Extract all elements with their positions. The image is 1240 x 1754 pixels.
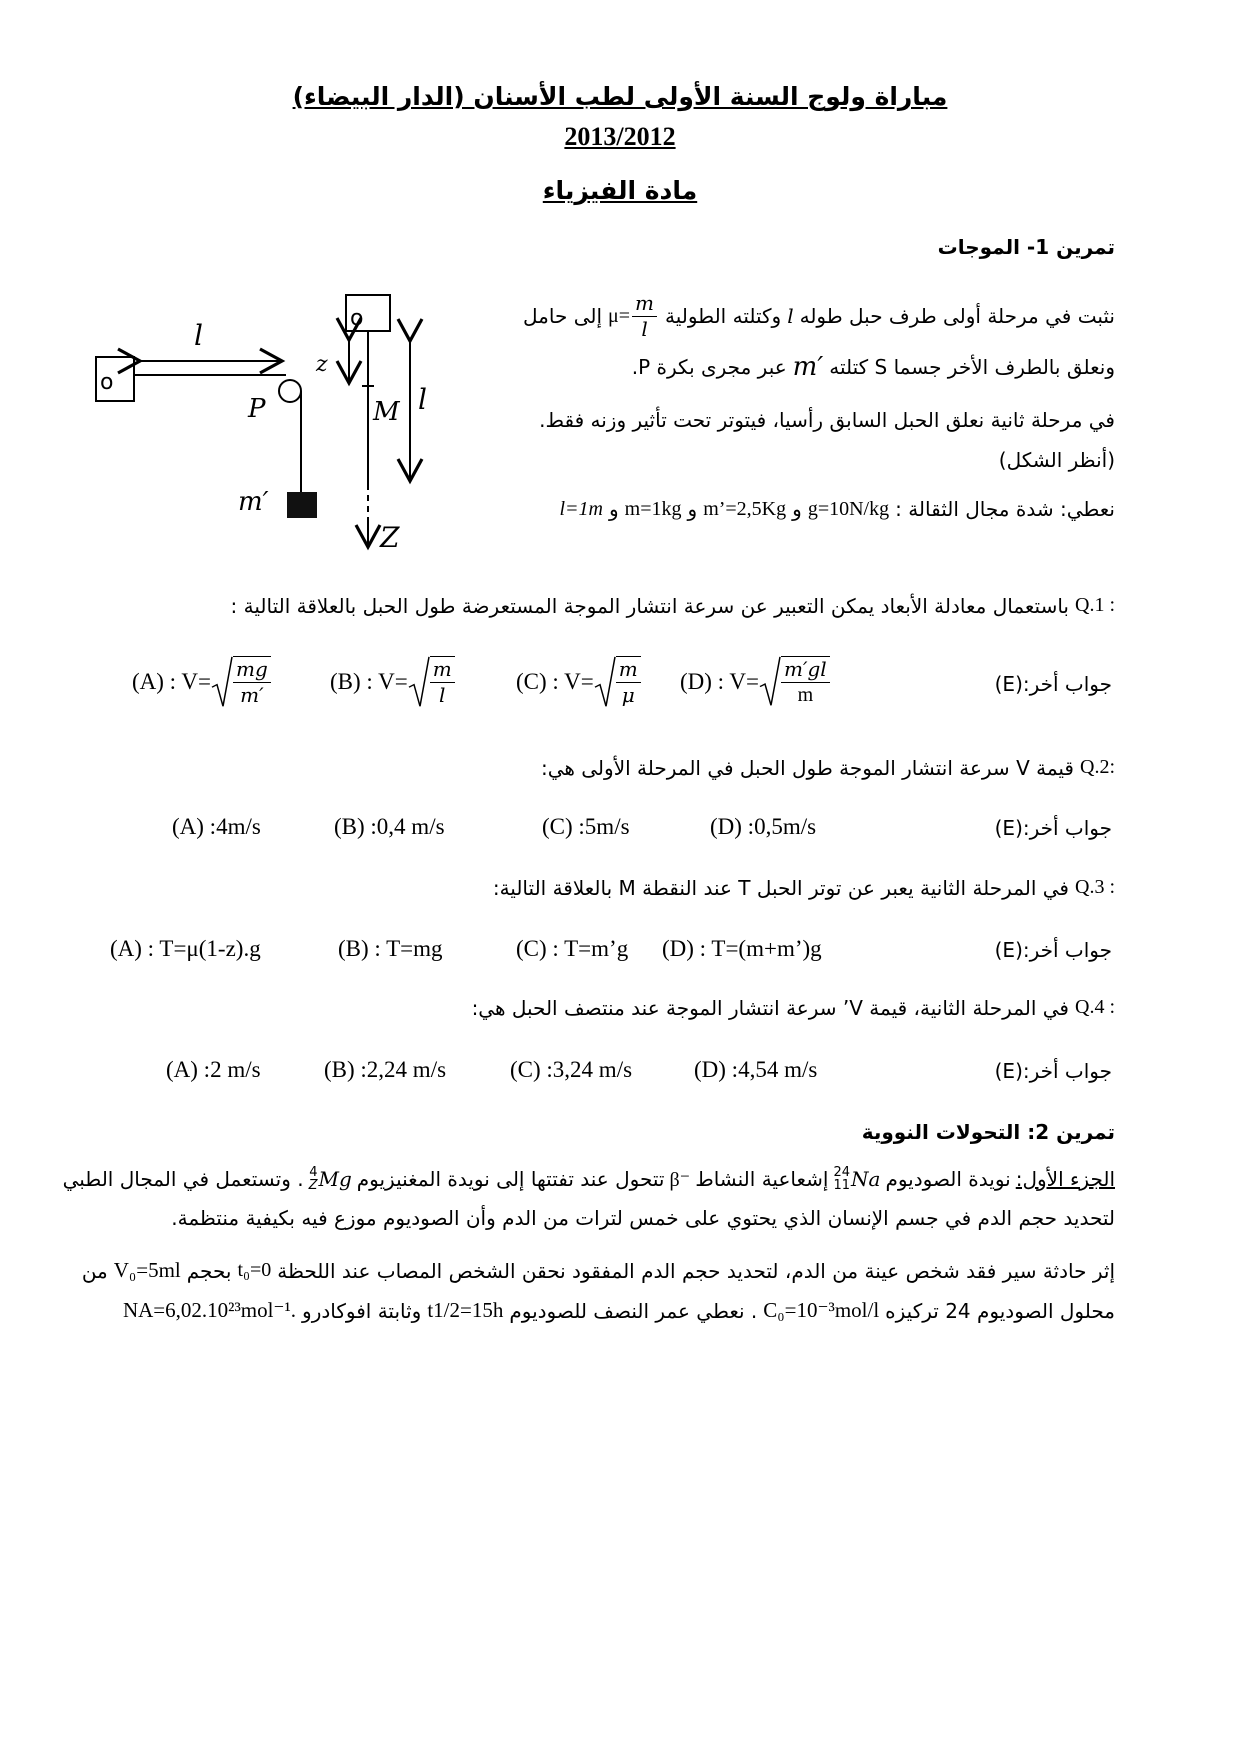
frac-den-l: l (641, 316, 648, 341)
ex1-given-values (560, 497, 1116, 521)
avogadro-value: NA=6,02.10²³mol⁻¹. (122, 1298, 297, 1322)
q2-options (120, 814, 1120, 874)
ex1-line1-text-c: إلى حامل (523, 304, 603, 328)
mg-symbol: Mg (318, 1167, 352, 1191)
ex1-line-2 (632, 352, 1115, 382)
q1-a-num: mg (235, 657, 268, 681)
q4-label: Q.4 : (1075, 996, 1115, 1018)
ex2-p3-text-c: من (81, 1258, 108, 1283)
given-m-prime: m’=2,5Kg (703, 497, 787, 520)
sodium-nuclide (833, 1166, 880, 1192)
q1-option-b[interactable] (330, 656, 455, 708)
ex2-paragraph-1 (63, 1166, 1115, 1192)
q1-label: Q.1 : (1075, 594, 1115, 616)
q1-text: باستعمال معادلة الأبعاد يمكن التعبير عن سرعة انتشار الموجة المستعرضة طول الحبل بالعلاقة التالية : (230, 594, 1069, 618)
right-box-label: o (350, 306, 364, 331)
q1-c-den: μ (621, 683, 635, 707)
mg-mass-number: 4 (309, 1165, 318, 1180)
z-axis-label: Z (380, 521, 400, 554)
ex2-p4-text-b: . نعطي عمر النصف للصوديوم (509, 1298, 758, 1323)
q2-label: Q.2: (1080, 756, 1115, 778)
ex1-line-3: في مرحلة ثانية نعلق الحبل السابق رأسيا، فيتوتر تحت تأثير وزنه فقط. (539, 408, 1115, 432)
ex1-line-1 (523, 290, 1115, 341)
linear-density-formula (608, 291, 659, 342)
question-4 (472, 996, 1115, 1020)
q2-option-b[interactable]: (B) :0,4 m/s (334, 814, 445, 839)
question-3 (493, 876, 1115, 900)
q1-a-den: m′ (240, 683, 264, 707)
question-2 (541, 756, 1115, 780)
question-1 (231, 594, 1115, 618)
q4-option-d[interactable]: (D) :4,54 m/s (694, 1057, 818, 1082)
q2-option-d[interactable]: (D) :0,5m/s (710, 814, 817, 839)
q1-option-d-label: (D) : V= (680, 668, 759, 694)
ex2-p1-text-c: تتحول عند تفتتها إلى نويدة المغنيزيوم (356, 1167, 665, 1191)
q3-text: في المرحلة الثانية يعبر عن توتر الحبل T عند النقطة M بالعلاقة التالية: (492, 876, 1069, 900)
q1-option-b-label: (B) : V= (330, 669, 408, 694)
frac-num-m: m (635, 290, 654, 315)
q4-option-c[interactable]: (C) :3,24 m/s (510, 1057, 633, 1082)
na-symbol: Na (851, 1167, 881, 1191)
q1-c-sqrt (594, 656, 641, 708)
q2-option-e[interactable]: جواب أخر:(E) (994, 816, 1112, 840)
ex1-line-4: (أنظر الشكل) (998, 448, 1115, 472)
given-prefix: نعطي: شدة مجال الثقالة : (895, 497, 1115, 521)
and-2: و (687, 497, 698, 521)
part-one-label: الجزء الأول: (1015, 1167, 1115, 1191)
q1-a-sqrt (211, 656, 271, 708)
q1-c-num: m (618, 657, 638, 681)
q1-option-d[interactable] (680, 656, 830, 707)
na-atomic-number: 11 (833, 1178, 850, 1193)
q1-d-sqrt (759, 656, 830, 707)
ex1-line1-text-b: وكتلته الطولية (665, 304, 782, 328)
symbol-m-prime: m′ (792, 352, 824, 382)
half-life-value: t1/2=15h (427, 1298, 504, 1322)
m-over-l-fraction (632, 291, 657, 342)
q1-option-a-label: (A) : V= (132, 669, 211, 694)
q4-option-e[interactable]: جواب أخر:(E) (994, 1059, 1112, 1083)
ex1-line2-text-b: عبر مجرى بكرة P. (631, 355, 787, 379)
ex1-line1-text-a: نثبت في مرحلة أولى طرف حبل طوله (799, 304, 1115, 328)
q2-option-c[interactable]: (C) :5m/s (542, 814, 630, 839)
vertical-length-label: l (418, 383, 427, 416)
q1-b-sqrt (408, 656, 455, 708)
given-m: m=1kg (624, 497, 682, 520)
ex2-p3-text-a: إثر حادثة سير فقد شخص عينة من الدم، لتحديد حجم الدم المفقود نحقن الشخص المصاب عند اللحظة (277, 1258, 1115, 1283)
t0-value: t₀=0 (237, 1259, 272, 1281)
pulley-label: P (248, 394, 266, 424)
subject-title: مادة الفيزياء (542, 176, 698, 205)
c0-value: C₀=10⁻³mol/l (763, 1298, 880, 1322)
and-3: و (609, 497, 619, 521)
q4-option-a[interactable]: (A) :2 m/s (166, 1057, 261, 1082)
exercise-1-title: تمرين 1- الموجات (937, 235, 1115, 259)
string-figure (90, 285, 530, 570)
ex1-line2-text-a: ونعلق بالطرف الأخر جسما S كتلته (829, 355, 1115, 379)
point-m-label: M (373, 397, 400, 427)
given-g: g=10N/kg (807, 497, 890, 520)
exercise-2-title: تمرين 2: التحولات النووية (861, 1120, 1115, 1144)
and-1: و (792, 497, 802, 521)
exam-year: 2013/2012 (564, 122, 676, 151)
q4-option-b[interactable]: (B) :2,24 m/s (324, 1057, 447, 1082)
q3-option-c[interactable]: (C) : T=m’g (516, 936, 629, 961)
hanging-mass (287, 492, 317, 518)
q3-option-a[interactable]: (A) : T=μ(1-z).g (110, 936, 261, 961)
pulley (279, 380, 301, 402)
ex2-p1-text-a: نويدة الصوديوم (885, 1167, 1011, 1191)
q1-option-e[interactable]: جواب أخر:(E) (994, 672, 1112, 696)
q3-option-b[interactable]: (B) : T=mg (338, 936, 443, 961)
q3-label: Q.3 : (1075, 876, 1115, 898)
ex2-p1-text-d: . وتستعمل في المجال الطبي (62, 1167, 304, 1191)
beta-minus: β⁻ (669, 1168, 691, 1191)
exam-title: مباراة ولوج السنة الأولى لطب الأسنان (الدار البيضاء) (292, 82, 948, 111)
v0-value: V₀=5ml (113, 1258, 181, 1282)
ex2-p4-text-c: وثابتة افوكادرو (302, 1298, 422, 1323)
q1-b-num: m (432, 657, 452, 681)
q1-options (120, 656, 1120, 716)
q1-d-den: m (797, 684, 814, 706)
mg-atomic-number: Z (308, 1178, 318, 1193)
q1-option-c-label: (C) : V= (516, 669, 594, 694)
mu-equals: μ= (608, 304, 631, 327)
q3-option-e[interactable]: جواب أخر:(E) (994, 938, 1112, 962)
hanging-mass-label: m′ (238, 487, 269, 517)
q2-text: قيمة V سرعة انتشار الموجة طول الحبل في المرحلة الأولى هي: (540, 756, 1074, 780)
ex2-paragraph-2: لتحديد حجم الدم في جسم الإنسان الذي يحتوي على خمس لترات من الدم وأن الصوديوم موزع فيه بكيفية منتظمة. (171, 1206, 1115, 1230)
q1-option-a[interactable] (132, 656, 271, 708)
na-mass-number: 24 (833, 1165, 850, 1180)
q1-option-c[interactable] (516, 656, 641, 708)
depth-z-label: z (316, 352, 328, 377)
q4-text: في المرحلة الثانية، قيمة V’ سرعة انتشار الموجة عند منتصف الحبل هي: (471, 996, 1069, 1020)
q3-option-d[interactable]: (D) : T=(m+m’)g (662, 936, 822, 961)
q2-option-a[interactable]: (A) :4m/s (172, 814, 261, 839)
ex2-p4-text-a: محلول الصوديوم 24 تركيزه (885, 1298, 1115, 1323)
ex2-paragraph-3 (82, 1258, 1115, 1283)
q4-options (120, 1057, 1120, 1117)
ex2-p3-text-b: بحجم (186, 1258, 232, 1283)
left-box-label: o (100, 370, 114, 395)
q1-b-den: l (439, 683, 446, 707)
given-l: l=1m (559, 497, 603, 520)
symbol-l: l (787, 304, 794, 328)
ex2-paragraph-4 (123, 1298, 1115, 1323)
q3-options (110, 936, 1120, 996)
ex2-p1-text-b: إشعاعية النشاط (695, 1167, 829, 1191)
magnesium-nuclide (309, 1166, 352, 1192)
horizontal-length-label: l (194, 319, 203, 352)
q1-d-num: m′gl (783, 657, 827, 681)
